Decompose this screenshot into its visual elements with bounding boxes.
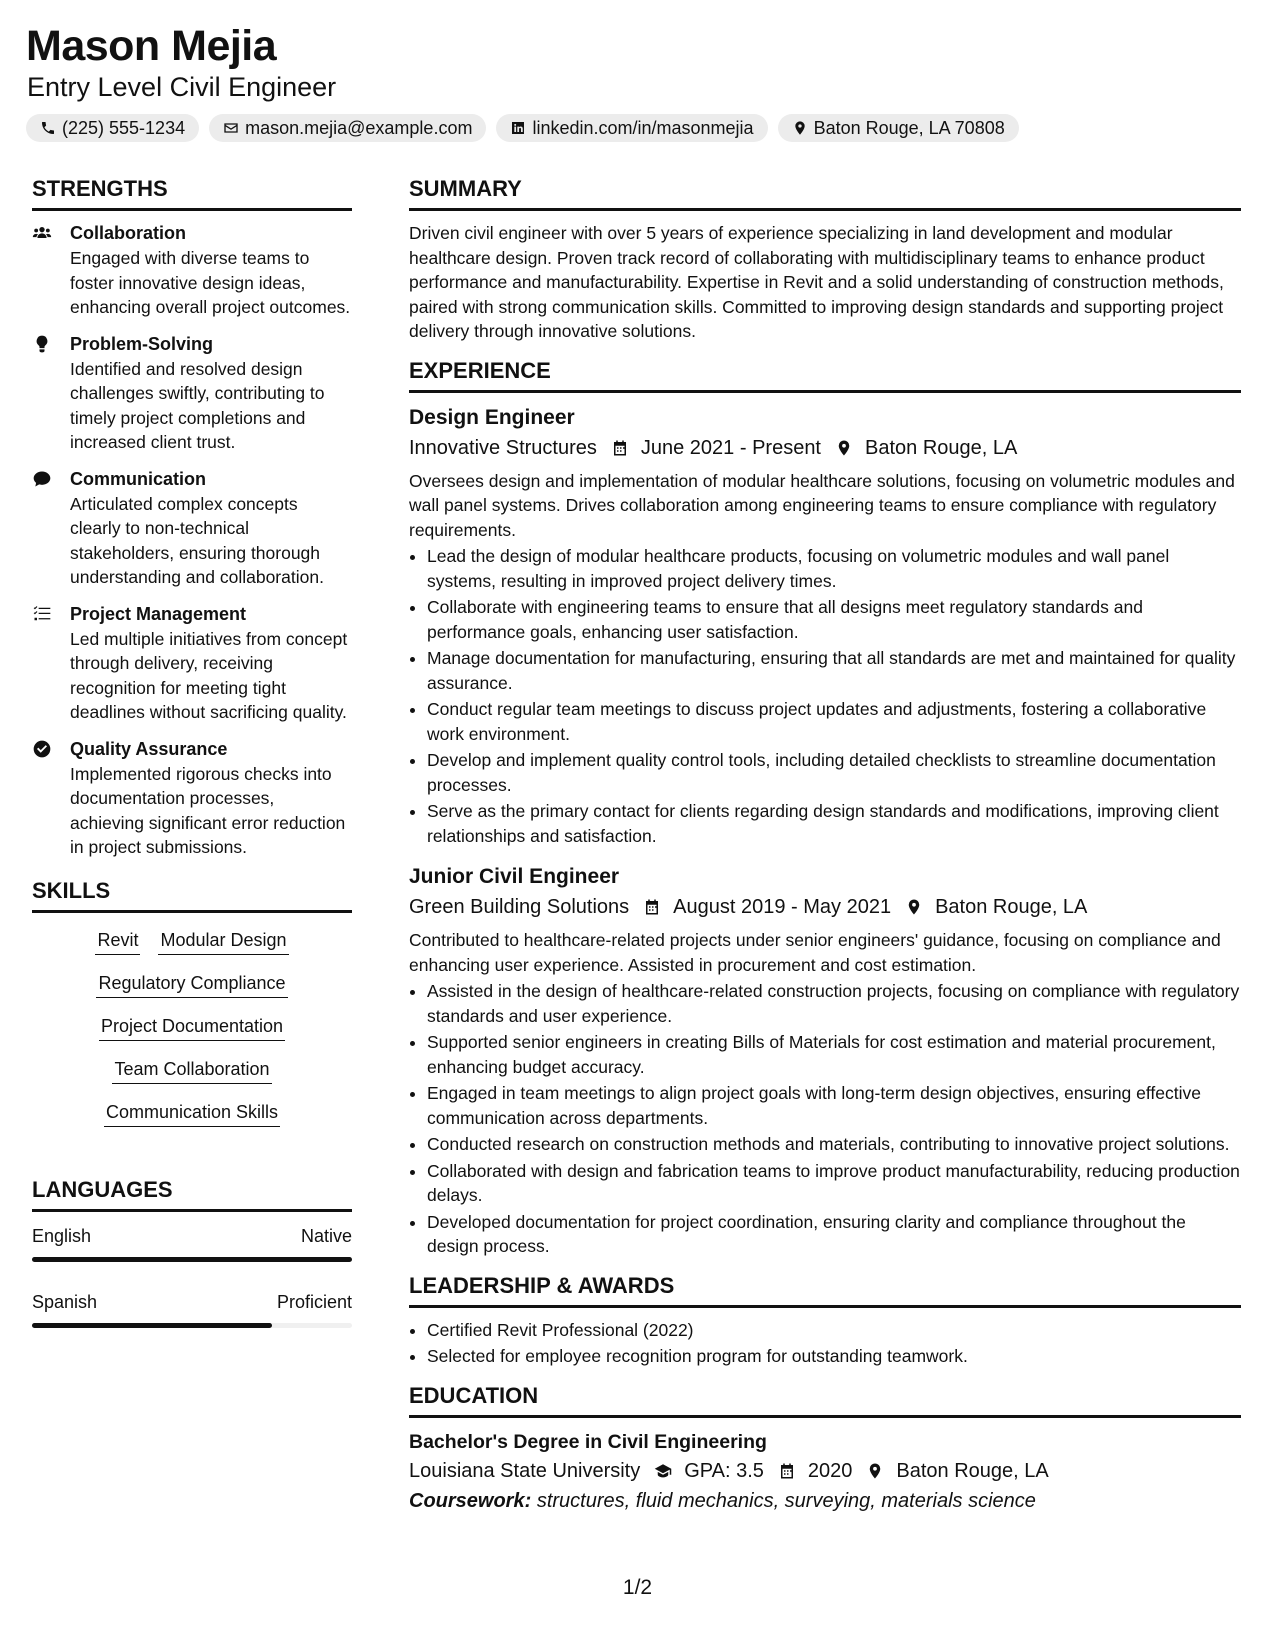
envelope-icon [223, 120, 239, 136]
strength-desc: Engaged with diverse teams to foster innovative design ideas, enhancing overall project outcomes. [70, 248, 351, 317]
language-item [32, 1226, 352, 1262]
calendar-icon [611, 439, 629, 457]
languages-heading: LANGUAGES [32, 1177, 352, 1212]
strength-title: Problem-Solving [70, 333, 214, 354]
contact-linkedin-text: linkedin.com/in/masonmejia [532, 117, 754, 138]
map-pin-icon [905, 898, 923, 916]
right-column [409, 176, 1241, 1516]
candidate-name: Mason Mejia [26, 22, 277, 70]
language-bar-fill [32, 1257, 352, 1262]
language-bar [32, 1323, 352, 1328]
job-bullet: • Supported senior engineers in creating Bills of Materials for cost estimation and material procurement, enhancing budget accuracy. [427, 1030, 1241, 1079]
users-icon [32, 223, 52, 243]
contact-phone-text: (225) 555-1234 [62, 117, 186, 138]
page-number: 1/2 [622, 1576, 653, 1599]
contact-email-text: mason.mejia@example.com [245, 117, 473, 138]
skill-tag: Project Documentation [99, 1015, 285, 1041]
job-dates: August 2019 - May 2021 [673, 896, 892, 918]
left-column [32, 176, 352, 1358]
skills-heading: SKILLS [32, 878, 352, 913]
contact-location-text: Baton Rouge, LA 70808 [813, 117, 1005, 138]
language-item [32, 1292, 352, 1328]
job-title: Junior Civil Engineer [409, 865, 620, 888]
strength-desc: Implemented rigorous checks into documentation processes, achieving significant error reduction in project submissions. [70, 763, 346, 857]
job-location: Baton Rouge, LA [935, 896, 1088, 918]
task-list-icon [32, 604, 52, 624]
job-company: Green Building Solutions [409, 896, 630, 918]
job-bullet: • Serve as the primary contact for clients regarding design standards and modifications, improving client relationships and satisfaction. [427, 799, 1241, 848]
job-bullet: • Manage documentation for manufacturing, ensuring that all standards are met and maintained for quality assurance. [427, 646, 1241, 695]
skill-tag: Modular Design [158, 929, 288, 955]
job-entry [409, 403, 1241, 849]
language-level: Native [300, 1225, 352, 1246]
calendar-icon [643, 898, 661, 916]
language-level: Proficient [276, 1291, 352, 1312]
job-bullet: • Conduct regular team meetings to discuss project updates and adjustments, fostering a collaborative work environment. [427, 697, 1241, 746]
strength-title: Project Management [70, 603, 247, 624]
job-bullet: • Collaborated with design and fabrication teams to improve product manufacturability, reducing production delays. [427, 1159, 1241, 1208]
awards-heading: LEADERSHIP & AWARDS [409, 1273, 1241, 1308]
education-location: Baton Rouge, LA [896, 1459, 1049, 1482]
strength-desc: Led multiple initiatives from concept through delivery, receiving recognition for meeting tight deadlines without sacrificing quality. [70, 628, 348, 722]
lightbulb-icon [32, 334, 52, 354]
job-bullet: • Lead the design of modular healthcare products, focusing on volumetric modules and wall panel systems, resulting in improved project delivery times. [427, 544, 1241, 593]
education-school: Louisiana State University [409, 1459, 641, 1482]
awards-list [409, 1318, 1241, 1369]
strength-title: Collaboration [70, 223, 186, 243]
strength-title: Communication [70, 468, 207, 489]
language-bar-fill [32, 1323, 272, 1328]
coursework-text: structures, fluid mechanics, surveying, materials science [536, 1489, 1036, 1512]
check-circle-icon [32, 739, 52, 759]
summary-heading: SUMMARY [409, 176, 1241, 211]
job-bullet: • Developed documentation for project coordination, ensuring clarity and compliance throughout the design process. [427, 1210, 1241, 1259]
language-name: Spanish [32, 1291, 98, 1312]
linkedin-icon [510, 120, 526, 136]
phone-icon [40, 120, 56, 136]
award-item: • Selected for employee recognition program for outstanding teamwork. [427, 1344, 1241, 1369]
education-year: 2020 [807, 1459, 853, 1482]
job-description: Oversees design and implementation of modular healthcare solutions, focusing on volumetric modules and wall panel systems. Drives collaboration among engineering teams to ensure compliance with regulatory requirements. [409, 470, 1235, 540]
strength-item [32, 332, 352, 455]
coursework-label: Coursework: [409, 1489, 532, 1512]
strength-title: Quality Assurance [70, 738, 228, 759]
skills-list [32, 923, 352, 1137]
education-coursework [409, 1486, 1241, 1516]
strength-item [32, 602, 352, 725]
graduation-cap-icon [654, 1462, 672, 1480]
job-company: Innovative Structures [409, 436, 597, 459]
skill-tag: Communication Skills [104, 1101, 280, 1127]
contact-phone[interactable] [26, 114, 199, 142]
experience-heading: EXPERIENCE [409, 358, 1241, 393]
strength-item [32, 737, 352, 860]
job-dates: June 2021 - Present [640, 436, 821, 459]
candidate-headline: Entry Level Civil Engineer [27, 72, 337, 102]
calendar-icon [778, 1462, 796, 1480]
job-bullets [409, 979, 1241, 1259]
skill-tag: Regulatory Compliance [96, 972, 287, 998]
strength-item [32, 221, 352, 320]
job-bullet: • Collaborate with engineering teams to ensure that all designs meet regulatory standards and performance goals, enhancing user satisfaction. [427, 595, 1241, 644]
language-bar [32, 1257, 352, 1262]
strength-desc: Identified and resolved design challenges swiftly, contributing to timely project completions and increased client trust. [70, 358, 325, 452]
strengths-heading: STRENGTHS [32, 176, 352, 211]
map-pin-icon [792, 120, 808, 136]
map-pin-icon [866, 1462, 884, 1480]
strength-desc: Articulated complex concepts clearly to non-technical stakeholders, ensuring thorough understanding and collaboration. [70, 493, 324, 587]
strength-item [32, 467, 352, 590]
skill-tag: Team Collaboration [112, 1058, 271, 1084]
education-gpa: GPA: 3.5 [684, 1459, 764, 1482]
contact-email[interactable] [209, 114, 486, 142]
job-bullets [409, 544, 1241, 848]
award-item: • Certified Revit Professional (2022) [427, 1318, 1241, 1343]
job-entry [409, 862, 1241, 1259]
job-location: Baton Rouge, LA [865, 436, 1018, 459]
education-heading: EDUCATION [409, 1383, 1241, 1418]
education-degree: Bachelor's Degree in Civil Engineering [409, 1430, 767, 1453]
job-bullet: • Conducted research on construction methods and materials, contributing to innovative project solutions. [427, 1132, 1241, 1157]
job-title: Design Engineer [409, 405, 575, 429]
map-pin-icon [835, 439, 853, 457]
skill-tag: Revit [95, 929, 140, 955]
contact-linkedin[interactable] [496, 114, 767, 142]
language-name: English [32, 1225, 92, 1246]
comment-icon [32, 469, 52, 489]
job-bullet: • Assisted in the design of healthcare-related construction projects, focusing on compliance with regulatory standards and user experience. [427, 979, 1241, 1028]
job-bullet: • Develop and implement quality control tools, including detailed checklists to streamline documentation processes. [427, 748, 1241, 797]
contact-bar [26, 114, 1019, 142]
job-description: Contributed to healthcare-related projects under senior engineers' guidance, focusing on compliance and enhancing user experience. Assisted in procurement and cost estimation. [409, 930, 1221, 975]
job-bullet: • Engaged in team meetings to align project goals with long-term design objectives, ensuring effective communication across departments. [427, 1081, 1241, 1130]
summary-text: Driven civil engineer with over 5 years of experience specializing in land development and modular healthcare design. Proven track record of collaborating with multidisciplinary teams to enhance product performance and manufacturability. Expertise in Revit and a solid understanding of construction methods, paired with strong communication skills. Committed to improving design standards and supporting project delivery through innovative solutions. [409, 223, 1224, 341]
contact-location [778, 114, 1019, 142]
